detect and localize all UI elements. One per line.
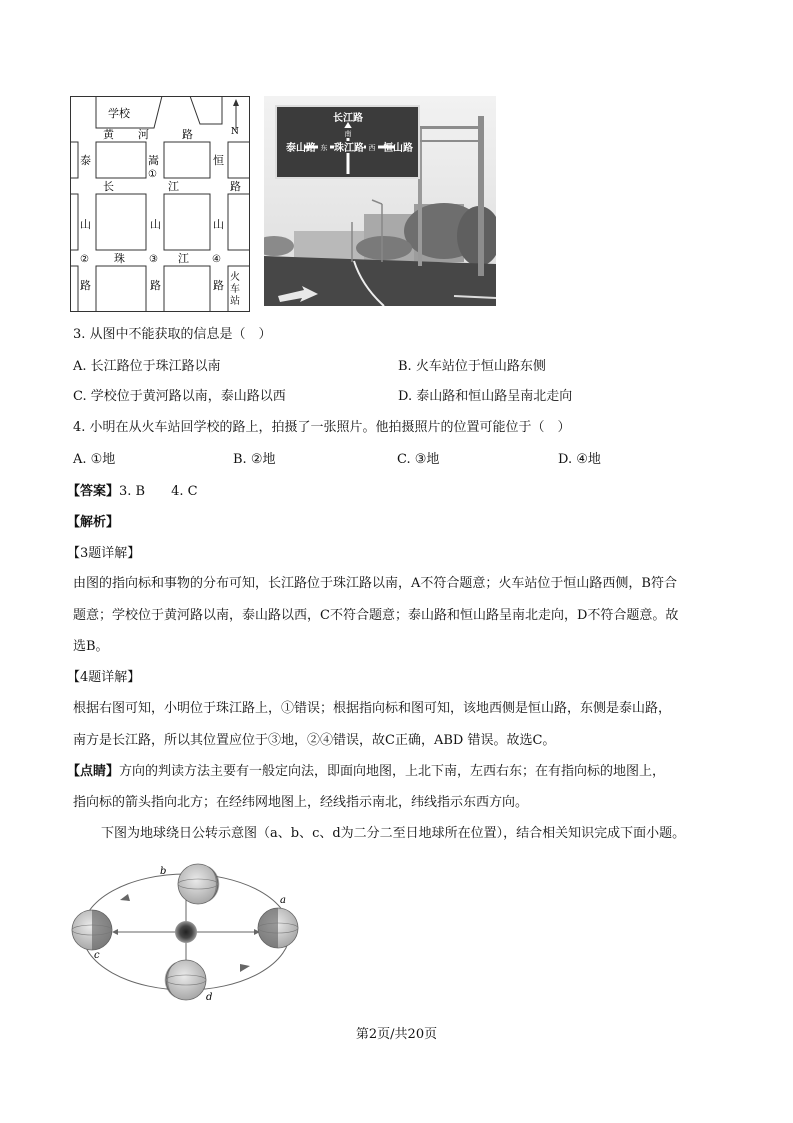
earth-c-icon: [72, 910, 112, 950]
svg-text:山: 山: [80, 218, 91, 231]
earth-b-icon: [178, 864, 219, 904]
svg-text:路: 路: [182, 128, 193, 141]
tip-text1: 方向的判读方法主要有一般定向法，即面向地图，上北下南，左西右东；在有指向标的地图上，: [119, 764, 666, 779]
svg-text:火: 火: [230, 272, 240, 283]
svg-text:泰: 泰: [80, 154, 91, 167]
detail4-tag: 【4题详解】: [67, 670, 141, 685]
svg-text:①: ①: [148, 169, 157, 180]
svg-text:恒: 恒: [213, 154, 224, 167]
detail3-line3: 选B。: [73, 639, 109, 654]
svg-text:河: 河: [138, 128, 149, 141]
svg-text:长江路: 长江路: [333, 113, 363, 124]
label-c: c: [94, 950, 100, 961]
q3-option-a: A. 长江路位于珠江路以南: [73, 359, 221, 374]
detail4-line2: 南方是长江路，所以其位置应位于③地，②④错误，故C正确，ABD 错误。故选C。: [73, 733, 556, 748]
svg-text:南: 南: [344, 130, 352, 138]
svg-text:路: 路: [230, 180, 241, 193]
q3-stem: 3. 从图中不能获取的信息是（ ）: [73, 327, 272, 342]
earth-d-icon: [165, 960, 206, 1000]
q4-option-d: D. ④地: [558, 452, 601, 467]
sun-icon: [175, 921, 197, 943]
svg-text:恒山路: 恒山路: [383, 143, 413, 154]
svg-text:珠: 珠: [114, 252, 125, 265]
svg-text:泰山路: 泰山路: [286, 143, 316, 154]
intro-text: 下图为地球绕日公转示意图（a、b、c、d为二分二至日地球所在位置），结合相关知识完成下面小题。: [101, 826, 686, 841]
svg-text:④: ④: [212, 254, 221, 265]
answer-text: 3. B 4. C: [119, 484, 198, 499]
svg-text:路: 路: [80, 279, 91, 292]
detail3-line1: 由图的指向标和事物的分布可知，长江路位于珠江路以南，A不符合题意；火车站位于恒山路西侧，B符合: [73, 576, 677, 591]
svg-text:山: 山: [150, 218, 161, 231]
detail3-tag: 【3题详解】: [67, 546, 141, 561]
answer-tag: 【答案】: [67, 484, 120, 499]
answer-line: [67, 484, 198, 500]
svg-text:长: 长: [103, 180, 114, 193]
tip-tag: 【点睛】: [67, 764, 120, 779]
svg-text:路: 路: [213, 279, 224, 292]
detail3-line2: 题意；学校位于黄河路以南，泰山路以西，C不符合题意；泰山路和恒山路呈南北走向，D不符合题意。故: [73, 608, 679, 623]
svg-text:③: ③: [149, 254, 158, 265]
earth-orbit-diagram: [68, 856, 308, 1006]
q3-option-c: C. 学校位于黄河路以南，泰山路以西: [73, 389, 286, 404]
svg-text:嵩: 嵩: [148, 154, 159, 167]
q4-option-b: B. ②地: [233, 452, 276, 467]
detail4-line1: 根据右图可知，小明位于珠江路上，①错误；根据指向标和图可知，该地西侧是恒山路，东侧是泰山路，: [73, 701, 672, 716]
q4-option-a: A. ①地: [73, 452, 116, 467]
svg-text:西: 西: [368, 144, 376, 152]
label-b: b: [160, 866, 167, 877]
svg-text:站: 站: [230, 296, 240, 307]
svg-text:②: ②: [80, 254, 89, 265]
q3-option-d: D. 泰山路和恒山路呈南北走向: [398, 389, 573, 404]
svg-text:车: 车: [230, 284, 240, 295]
analysis-tag: 【解析】: [67, 515, 120, 530]
svg-text:江: 江: [168, 180, 179, 193]
q4-stem: 4. 小明在从火车站回学校的路上，拍摄了一张照片。他拍摄照片的位置可能位于（ ）: [73, 420, 571, 435]
tip-line1: [67, 764, 665, 780]
svg-text:东: 东: [320, 144, 328, 152]
label-a: a: [280, 895, 286, 906]
road-sign-photo: [264, 96, 496, 306]
school-label: 学校: [108, 107, 130, 120]
page-footer: 第2页/共20页: [355, 1027, 438, 1042]
svg-text:江: 江: [178, 252, 189, 265]
svg-text:山: 山: [213, 218, 224, 231]
q3-option-b: B. 火车站位于恒山路东侧: [398, 359, 546, 374]
tip-line2: 指向标的箭头指向北方；在经纬网地图上，经线指示南北，纬线指示东西方向。: [73, 795, 529, 810]
svg-text:珠江路: 珠江路: [334, 143, 364, 154]
svg-text:路: 路: [150, 279, 161, 292]
earth-a-icon: [258, 908, 298, 948]
label-d: d: [206, 992, 213, 1003]
svg-text:黄: 黄: [103, 128, 114, 141]
street-map: [70, 96, 250, 312]
north-label: N: [231, 127, 239, 137]
q4-option-c: C. ③地: [397, 452, 440, 467]
